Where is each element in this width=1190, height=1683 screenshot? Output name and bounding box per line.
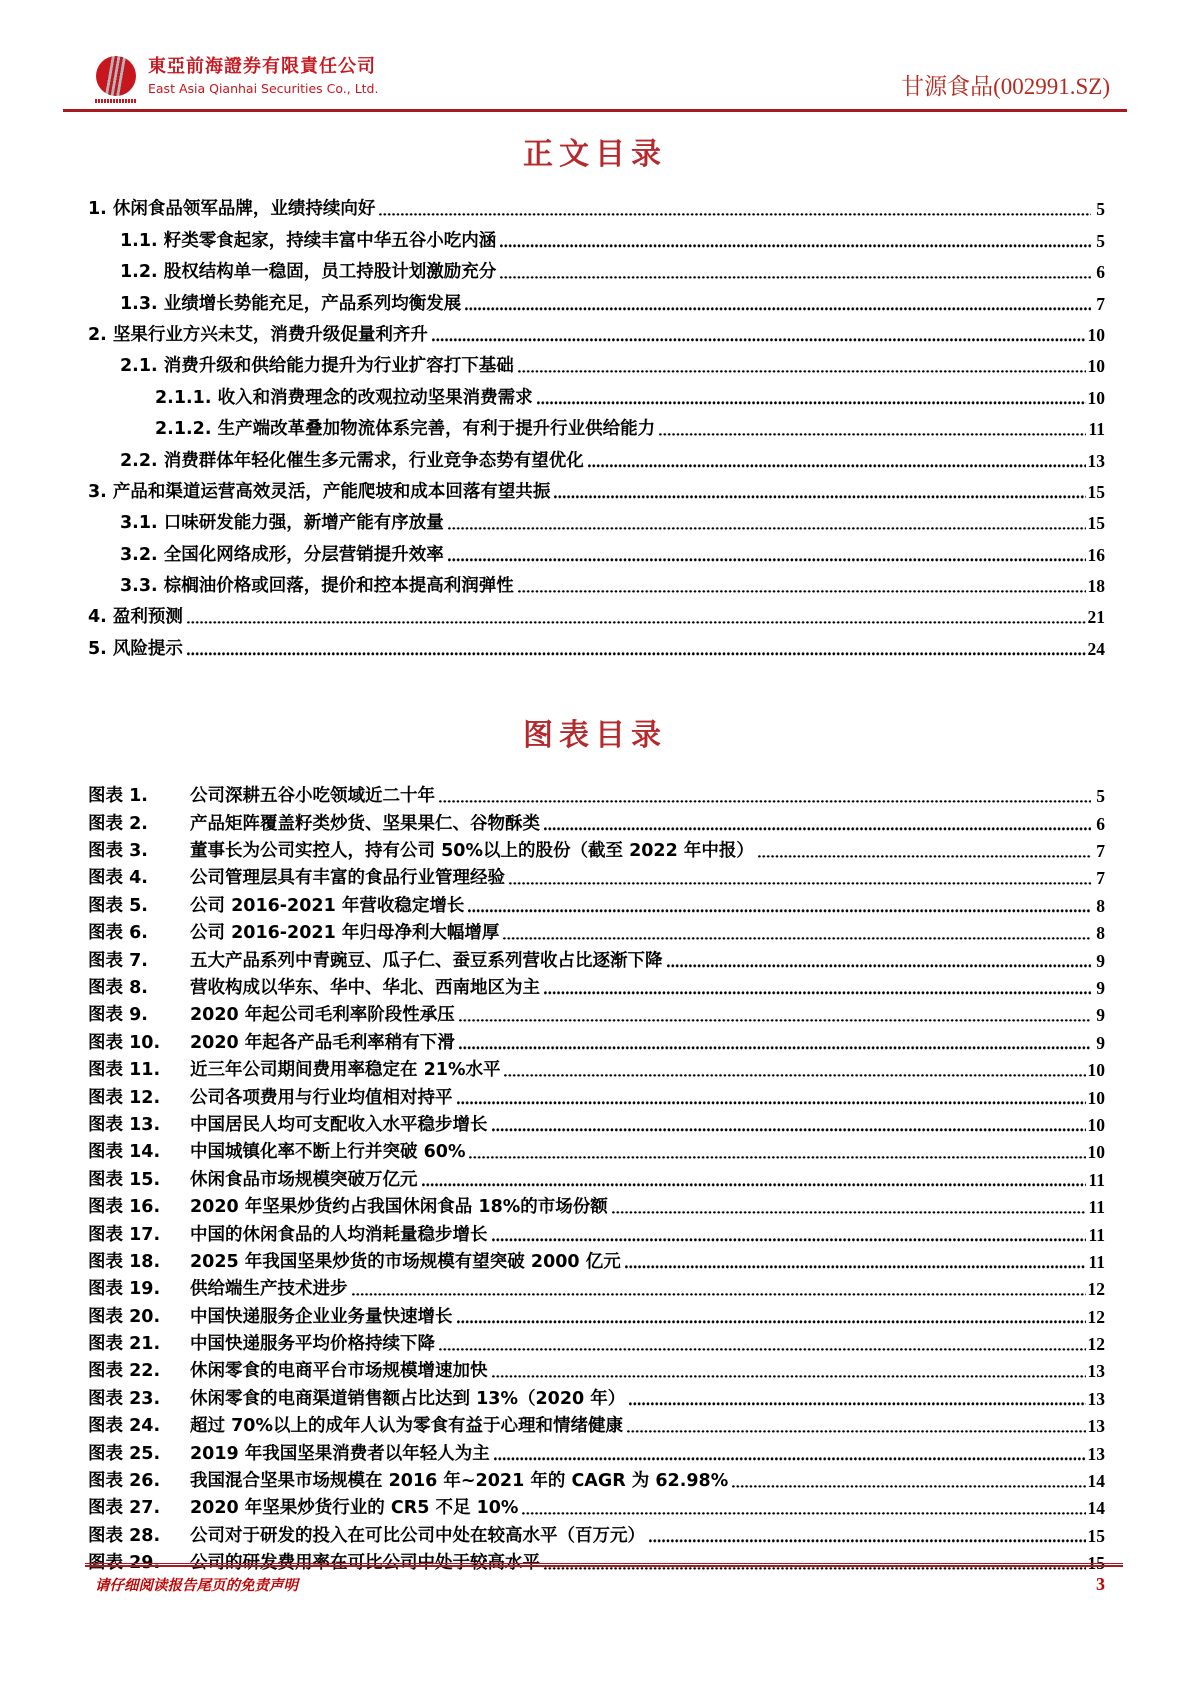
dot-leader: [457, 1101, 1086, 1105]
page-number: 3: [1096, 1574, 1105, 1594]
toc-entry-label: 3. 产品和渠道运营高效灵活，产能爬坡和成本回落有望共振: [88, 481, 551, 502]
figure-entry[interactable]: [88, 999, 1105, 1026]
figure-page-number: 9: [1096, 1032, 1105, 1053]
figure-label: 图表 5.: [88, 895, 148, 916]
toc-entry-page-number: 10: [1087, 324, 1105, 345]
figure-title: 休闲零食的电商平台市场规模增速加快: [190, 1361, 488, 1382]
toc-list: [88, 189, 1105, 660]
figure-entry[interactable]: [88, 1437, 1105, 1464]
figure-page-number: 13: [1087, 1388, 1105, 1409]
toc-entry-label: 1.1. 籽类零食起家，持续丰富中华五谷小吃内涵: [120, 230, 497, 251]
figure-page-number: 13: [1087, 1443, 1105, 1464]
figure-label: 图表 23.: [88, 1388, 161, 1409]
header-divider: [63, 109, 1127, 112]
dot-leader: [522, 1512, 1085, 1516]
dot-leader: [758, 855, 1091, 859]
figure-page-number: 12: [1087, 1334, 1105, 1355]
figure-page-number: 12: [1087, 1279, 1105, 1300]
dot-leader: [468, 909, 1091, 913]
figure-label: 图表 22.: [88, 1361, 161, 1382]
figure-title: 公司管理层具有丰富的食品行业管理经验: [190, 868, 505, 889]
figure-entry[interactable]: [88, 1328, 1105, 1355]
dot-leader: [667, 964, 1092, 968]
toc-entry[interactable]: [88, 534, 1105, 565]
dot-leader: [465, 307, 1091, 311]
figure-title: 休闲零食的电商渠道销售额占比达到 13%（2020 年）: [190, 1388, 626, 1409]
figure-title: 公司对于研发的投入在可比公司中处在较高水平（百万元）: [190, 1525, 645, 1546]
footer-divider: [85, 1563, 1123, 1567]
toc-title: 正文目录: [523, 137, 667, 172]
figure-page-number: 9: [1096, 950, 1105, 971]
toc-entry[interactable]: [88, 597, 1105, 628]
toc-page-body: [0, 129, 1190, 1574]
figure-entry[interactable]: [88, 1492, 1105, 1519]
toc-entry-label: 1.3. 业绩增长势能充足，产品系列均衡发展: [120, 293, 462, 314]
toc-entry-label: 2.1.2. 生产端改革叠加物流体系完善，有利于提升行业供给能力: [155, 419, 656, 440]
figure-label: 图表 14.: [88, 1142, 161, 1163]
figure-entry[interactable]: [88, 972, 1105, 999]
figure-title: 中国的休闲食品的人均消耗量稳步增长: [190, 1224, 488, 1245]
figure-label: 图表 24.: [88, 1416, 161, 1437]
figure-title: 公司 2016-2021 年归母净利大幅增厚: [190, 923, 500, 944]
figure-page-number: 10: [1087, 1087, 1105, 1108]
figure-entry[interactable]: [88, 1054, 1105, 1081]
toc-entry-label: 2. 坚果行业方兴未艾，消费升级促量利齐升: [88, 324, 428, 345]
logo-caption: [95, 99, 137, 103]
figure-entry[interactable]: [88, 889, 1105, 916]
dot-leader: [432, 338, 1086, 342]
figure-page-number: 13: [1087, 1416, 1105, 1437]
company-name-en: East Asia Qianhai Securities Co., Ltd.: [148, 80, 379, 96]
figure-page-number: 7: [1096, 841, 1105, 862]
figures-title: 图表目录: [523, 717, 667, 753]
toc-entry-page-number: 5: [1096, 230, 1105, 251]
figure-label: 图表 12.: [88, 1087, 161, 1108]
figure-entry[interactable]: [88, 1300, 1105, 1327]
figure-label: 图表 19.: [88, 1279, 161, 1300]
figure-page-number: 10: [1087, 1060, 1105, 1081]
toc-entry[interactable]: [88, 189, 1105, 220]
figure-title: 休闲食品市场规模突破万亿元: [190, 1169, 418, 1190]
figure-title: 2020 年坚果炒货行业的 CR5 不足 10%: [190, 1498, 519, 1519]
globe-logo-icon: [96, 56, 136, 96]
toc-entry-label: 1. 休闲食品领军品牌，业绩持续向好: [88, 199, 376, 220]
figure-title: 中国快递服务平均价格持续下降: [190, 1334, 435, 1355]
figure-page-number: 11: [1088, 1169, 1105, 1190]
figure-title: 公司 2016-2021 年营收稳定增长: [190, 895, 465, 916]
figure-title: 供给端生产技术进步: [190, 1279, 348, 1300]
figure-label: 图表 18.: [88, 1251, 161, 1272]
figure-title: 董事长为公司实控人，持有公司 50%以上的股份（截至 2022 年中报）: [190, 841, 754, 862]
dot-leader: [504, 1074, 1085, 1078]
dot-leader: [459, 1046, 1091, 1050]
figure-label: 图表 4.: [88, 868, 148, 889]
toc-entry-page-number: 18: [1087, 576, 1105, 597]
figure-page-number: 11: [1088, 1251, 1105, 1272]
toc-entry[interactable]: [88, 628, 1105, 659]
figure-label: 图表 28.: [88, 1525, 161, 1546]
dot-leader: [439, 1348, 1086, 1352]
figure-label: 图表 20.: [88, 1306, 161, 1327]
figure-label: 图表 17.: [88, 1224, 161, 1245]
figure-entry[interactable]: [88, 1191, 1105, 1218]
figure-label: 图表 13.: [88, 1114, 161, 1135]
toc-entry[interactable]: [88, 220, 1105, 251]
figure-page-number: 13: [1087, 1361, 1105, 1382]
toc-entry[interactable]: [88, 315, 1105, 346]
figure-entry[interactable]: [88, 1081, 1105, 1108]
figure-title: 产品矩阵覆盖籽类炒货、坚果果仁、谷物酥类: [190, 813, 540, 834]
dot-leader: [187, 621, 1086, 625]
figure-label: 图表 1.: [88, 786, 148, 807]
figure-entry[interactable]: [88, 1136, 1105, 1163]
figure-page-number: 11: [1088, 1224, 1105, 1245]
figure-label: 图表 26.: [88, 1471, 161, 1492]
toc-entry[interactable]: [88, 409, 1105, 440]
figure-label: 图表 16.: [88, 1197, 161, 1218]
dot-leader: [379, 213, 1091, 217]
dot-leader: [448, 558, 1086, 562]
figure-title: 2025 年我国坚果炒货的市场规模有望突破 2000 亿元: [190, 1251, 621, 1272]
toc-entry-label: 2.2. 消费群体年轻化催生多元需求，行业竞争态势有望优化: [120, 450, 584, 471]
dot-leader: [503, 937, 1091, 941]
figure-entry[interactable]: [88, 807, 1105, 834]
dot-leader: [544, 827, 1091, 831]
figure-page-number: 15: [1087, 1553, 1105, 1574]
dot-leader: [459, 1019, 1091, 1023]
figure-title: 2020 年坚果炒货约占我国休闲食品 18%的市场份额: [190, 1197, 608, 1218]
figure-entry[interactable]: [88, 1109, 1105, 1136]
dot-leader: [492, 1238, 1087, 1242]
dot-leader: [588, 464, 1086, 468]
figure-title: 中国居民人均可支配收入水平稳步增长: [190, 1114, 488, 1135]
dot-leader: [732, 1485, 1085, 1489]
dot-leader: [187, 652, 1086, 656]
figure-entry[interactable]: [88, 1465, 1105, 1492]
figure-entry[interactable]: [88, 917, 1105, 944]
figure-title: 2020 年起公司毛利率阶段性承压: [190, 1005, 455, 1026]
toc-entry-label: 2.1. 消费升级和供给能力提升为行业扩容打下基础: [120, 356, 514, 377]
toc-entry-page-number: 21: [1087, 607, 1105, 628]
dot-leader: [537, 401, 1086, 405]
figure-label: 图表 9.: [88, 1005, 148, 1026]
toc-entry-label: 3.1. 口味研发能力强，新增产能有序放量: [120, 513, 444, 534]
report-header: [0, 0, 1190, 109]
figures-list: [88, 780, 1105, 1574]
dot-leader: [518, 590, 1086, 594]
figure-entry[interactable]: [88, 1273, 1105, 1300]
figure-label: 图表 15.: [88, 1169, 161, 1190]
figure-title: 公司各项费用与行业均值相对持平: [190, 1087, 453, 1108]
dot-leader: [659, 433, 1086, 437]
figure-entry[interactable]: [88, 1026, 1105, 1053]
dot-leader: [500, 244, 1091, 248]
dot-leader: [518, 370, 1086, 374]
figure-page-number: 15: [1087, 1525, 1105, 1546]
figure-title: 公司的研发费用率在可比公司中处于较高水平: [190, 1553, 540, 1574]
figure-title: 2020 年起各产品毛利率稍有下滑: [190, 1032, 455, 1053]
figure-title: 超过 70%以上的成年人认为零食有益于心理和情绪健康: [190, 1416, 623, 1437]
dot-leader: [554, 495, 1085, 499]
figure-title: 2019 年我国坚果消费者以年轻人为主: [190, 1443, 490, 1464]
toc-entry-label: 1.2. 股权结构单一稳固，员工持股计划激励充分: [120, 262, 497, 283]
toc-entry-page-number: 10: [1087, 387, 1105, 408]
toc-entry-label: 3.3. 棕榈油价格或回落，提价和控本提高利润弹性: [120, 576, 514, 597]
brand-block: [95, 56, 378, 103]
toc-entry-page-number: 5: [1096, 199, 1105, 220]
dot-leader: [492, 1128, 1086, 1132]
figure-page-number: 11: [1088, 1197, 1105, 1218]
dot-leader: [625, 1265, 1087, 1269]
figure-page-number: 8: [1096, 895, 1105, 916]
toc-entry[interactable]: [88, 472, 1105, 503]
page-footer: [0, 1563, 1190, 1595]
dot-leader: [509, 882, 1091, 886]
figure-page-number: 9: [1096, 977, 1105, 998]
figure-label: 图表 25.: [88, 1443, 161, 1464]
company-logo: [95, 56, 137, 103]
dot-leader: [457, 1320, 1086, 1324]
figure-label: 图表 3.: [88, 841, 148, 862]
figure-page-number: 8: [1096, 923, 1105, 944]
toc-entry[interactable]: [88, 503, 1105, 534]
figure-title: 近三年公司期间费用率稳定在 21%水平: [190, 1060, 501, 1081]
figure-label: 图表 10.: [88, 1032, 161, 1053]
figure-page-number: 14: [1087, 1498, 1105, 1519]
figure-label: 图表 8.: [88, 977, 148, 998]
figure-title: 中国城镇化率不断上行并突破 60%: [190, 1142, 466, 1163]
figure-page-number: 12: [1087, 1306, 1105, 1327]
dot-leader: [544, 991, 1091, 995]
stock-ticker: 甘源食品(002991.SZ): [901, 73, 1110, 99]
dot-leader: [492, 1375, 1086, 1379]
toc-entry-page-number: 16: [1087, 544, 1105, 565]
figure-label: 图表 21.: [88, 1334, 161, 1355]
figure-title: 五大产品系列中青豌豆、瓜子仁、蚕豆系列营收占比逐渐下降: [190, 950, 663, 971]
toc-entry-label: 5. 风险提示: [88, 638, 183, 659]
dot-leader: [612, 1211, 1087, 1215]
figure-label: 图表 11.: [88, 1060, 161, 1081]
dot-leader: [629, 1402, 1085, 1406]
figure-page-number: 6: [1096, 813, 1105, 834]
figure-entry[interactable]: [88, 1382, 1105, 1409]
dot-leader: [469, 1156, 1085, 1160]
footer-row: [95, 1574, 1105, 1595]
toc-entry-page-number: 7: [1096, 293, 1105, 314]
figure-entry[interactable]: [88, 944, 1105, 971]
figure-entry[interactable]: [88, 780, 1105, 807]
figure-page-number: 9: [1096, 1005, 1105, 1026]
figure-entry[interactable]: [88, 835, 1105, 862]
figure-title: 我国混合坚果市场规模在 2016 年~2021 年的 CAGR 为 62.98%: [190, 1471, 729, 1492]
figure-page-number: 14: [1087, 1471, 1105, 1492]
figure-label: 图表 29.: [88, 1553, 161, 1574]
toc-entry[interactable]: [88, 346, 1105, 377]
dot-leader: [439, 800, 1091, 804]
toc-entry-page-number: 11: [1088, 419, 1105, 440]
dot-leader: [422, 1183, 1087, 1187]
toc-entry-label: 4. 盈利预测: [88, 607, 183, 628]
figure-label: 图表 6.: [88, 923, 148, 944]
disclaimer-note: 请仔细阅读报告尾页的免责声明: [95, 1578, 298, 1594]
dot-leader: [352, 1293, 1086, 1297]
figure-label: 图表 27.: [88, 1498, 161, 1519]
figure-label: 图表 7.: [88, 950, 148, 971]
toc-entry[interactable]: [88, 252, 1105, 283]
figure-entry[interactable]: [88, 1410, 1105, 1437]
toc-entry[interactable]: [88, 566, 1105, 597]
toc-entry[interactable]: [88, 440, 1105, 471]
figure-entry[interactable]: [88, 1355, 1105, 1382]
toc-entry-page-number: 6: [1096, 262, 1105, 283]
dot-leader: [494, 1457, 1086, 1461]
figure-page-number: 7: [1096, 868, 1105, 889]
dot-leader: [448, 527, 1086, 531]
figure-entry[interactable]: [88, 1519, 1105, 1546]
toc-entry-page-number: 15: [1087, 513, 1105, 534]
toc-entry-label: 2.1.1. 收入和消费理念的改观拉动坚果消费需求: [155, 387, 533, 408]
figure-entry[interactable]: [88, 1246, 1105, 1273]
figure-entry[interactable]: [88, 1218, 1105, 1245]
toc-entry-label: 3.2. 全国化网络成形，分层营销提升效率: [120, 544, 444, 565]
toc-entry-page-number: 13: [1087, 450, 1105, 471]
figure-page-number: 5: [1096, 786, 1105, 807]
toc-entry-page-number: 15: [1087, 481, 1105, 502]
figure-title: 公司深耕五谷小吃领域近二十年: [190, 786, 435, 807]
toc-entry[interactable]: [88, 283, 1105, 314]
dot-leader: [500, 276, 1091, 280]
figure-entry[interactable]: [88, 862, 1105, 889]
figure-title: 营收构成以华东、华中、华北、西南地区为主: [190, 977, 540, 998]
figure-title: 中国快递服务企业业务量快速增长: [190, 1306, 453, 1327]
dot-leader: [627, 1430, 1086, 1434]
toc-entry-page-number: 10: [1087, 356, 1105, 377]
brand-text: [148, 56, 378, 96]
toc-entry-page-number: 24: [1087, 638, 1105, 659]
figure-page-number: 10: [1087, 1142, 1105, 1163]
figure-page-number: 10: [1087, 1114, 1105, 1135]
dot-leader: [649, 1539, 1086, 1543]
figure-label: 图表 2.: [88, 813, 148, 834]
company-name-cn: 東亞前海證券有限責任公司: [148, 56, 376, 77]
figure-entry[interactable]: [88, 1163, 1105, 1190]
toc-entry[interactable]: [88, 377, 1105, 408]
